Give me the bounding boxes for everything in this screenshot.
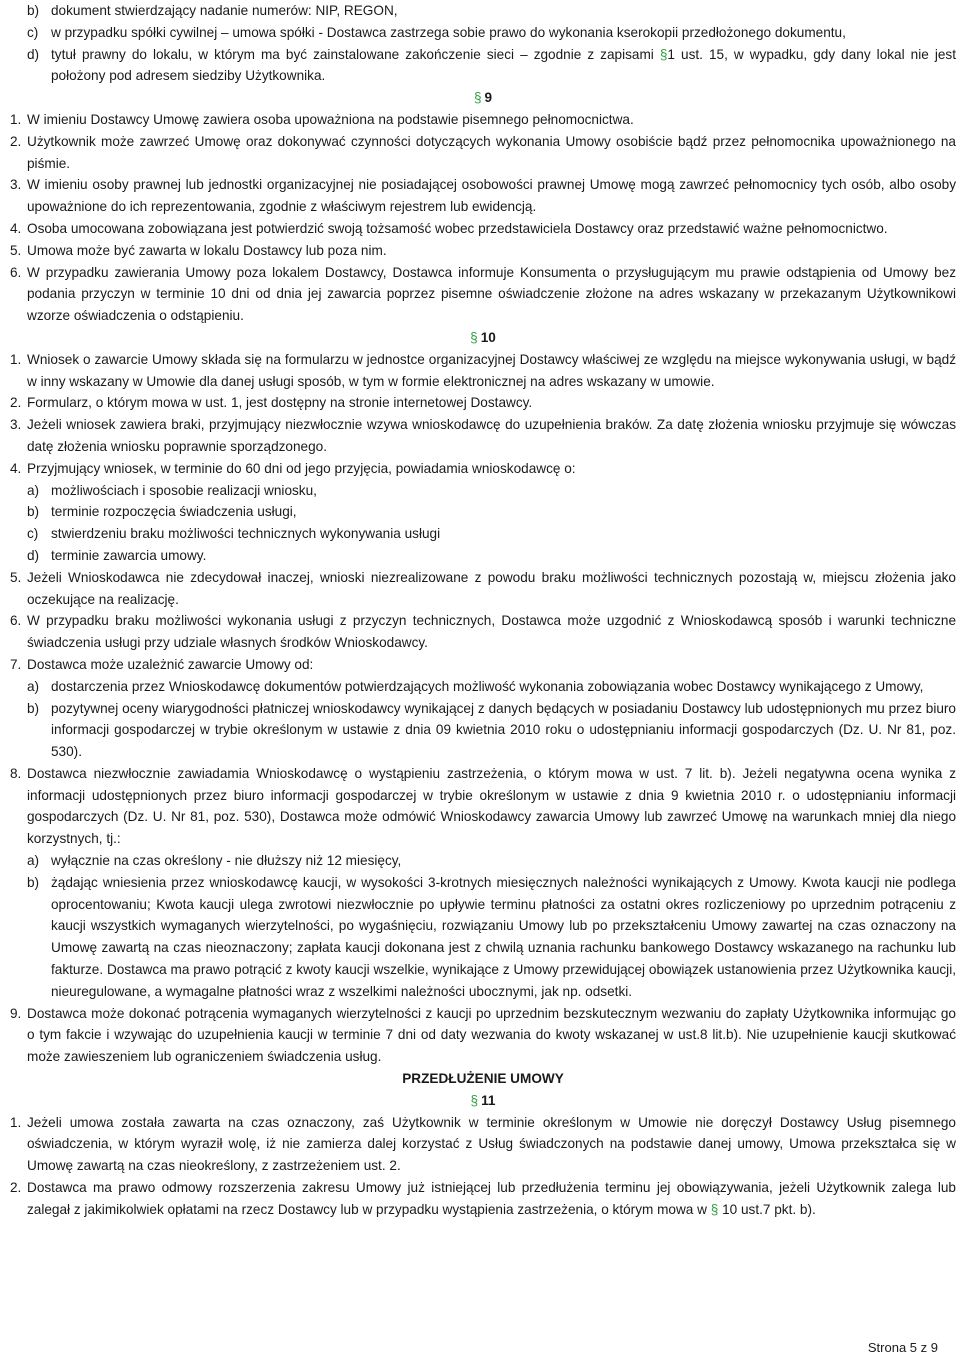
list-item: a) wyłącznie na czas określony - nie dłuższy niż 12 miesięcy, xyxy=(27,853,402,869)
list-item: b) żądając wniesienia przez wnioskodawcę kaucji, w wysokości 3-krotnych miesięcznych należności wynikających z Umowy. Kwota kaucji nie podlega oprocentowaniu; Kwota kaucji ulega zwrotowi niezwłocznie po upływie terminu płatności za ostatni okres rozliczeniowy po uprzednim potrąceniu z kaucji wszystkich wymaganych wierzytelności, po wygaśnięciu, rozwiązaniu Umowy lub po przekształceniu Umowy zawartej na czas oznaczony na Umowę zawartą na czas nieoznaczony; zapłata kaucji dokonana jest z chwilą uznania rachunku bankowego Dostawcy wskazanego na rachunku lub fakturze. Dostawca ma prawo potrącić z kwoty kaucji wszelkie, wynikające z Umowy przewidującej obowiązek ustanowienia przez Użytkownika kaucji, nieuregulowane, a wymagalne płatności wraz z wszelkimi należności ubocznymi, jak np. odsetki. xyxy=(27,874,956,999)
section-sign-icon: § xyxy=(470,1092,479,1108)
numbered-item: 1. Jeżeli umowa została zawarta na czas oznaczony, zaś Użytkownik w terminie określonym w Umowie nie doręczył Dostawcy Usług pisemnego oświadczenia, w którym wyraził wolę, iż nie zamierza dalej korzystać z Usług świadczonych na podstawie danej umowy, Umowa przekształca się w Umowę zawartą na czas nieokreślony, z zastrzeżeniem ust. 2. xyxy=(10,1114,956,1174)
section-heading-10: § 10 xyxy=(470,329,496,345)
list-item: b) pozytywnej oceny wiarygodności płatniczej wnioskodawcy wynikającej z danych będących w posiadaniu Dostawcy lub udostępnionych mu przez biuro informacji gospodarczej w trybie określonym w ustawie z dnia 09 kwietnia 2010 roku o udostępnianiu informacji gospodarczych (Dz. U. Nr 81, poz. 530). xyxy=(27,700,956,760)
numbered-item: 4. Osoba umocowana zobowiązana jest potwierdzić swoją tożsamość wobec przedstawiciela Dostawcy oraz przedstawić ważne pełnomocnictwo. xyxy=(10,220,888,236)
list-item: b) terminie rozpoczęcia świadczenia usługi, xyxy=(27,504,297,520)
list-item: a) dostarczenia przez Wnioskodawcę dokumentów potwierdzających możliwość wykonania zobowiązania wobec Dostawcy wynikającego z Umowy, xyxy=(27,678,924,694)
section-heading-9: § 9 xyxy=(473,90,493,106)
list-item: c) stwierdzeniu braku możliwości technicznych wykonywania usługi xyxy=(27,526,441,542)
section-sign-icon: § xyxy=(470,329,478,345)
numbered-item: 4. Przyjmujący wniosek, w terminie do 60 dni od jego przyjęcia, powiadamia wnioskodawcę o: xyxy=(10,460,576,476)
chapter-title: PRZEDŁUŻENIE UMOWY xyxy=(402,1071,564,1087)
section-heading-11: § 11 xyxy=(470,1092,496,1108)
section-sign-icon: § xyxy=(710,1201,719,1217)
list-item: d) terminie zawarcia umowy. xyxy=(27,547,207,563)
numbered-item: 6. W przypadku braku możliwości wykonania usługi z przyczyn technicznych, Dostawca może uzgodnić z Wnioskodawcą sposób i warunki techniczne świadczenia usługi przy udziale własnych środków Wnioskodawcy. xyxy=(10,613,956,651)
numbered-item: 9. Dostawca może dokonać potrącenia wymaganych wierzytelności z kaucji po uprzednim bezskutecznym wezwaniu do zapłaty Użytkownika informując go o tym fakcie i wzywając do uzupełnienia kaucji w terminie 7 dni od daty wezwania do kwoty wskazanej w ust.8 lit.b). Nie uzupełnienie kaucji skutkować może zawieszeniem lub ograniczeniem świadczenia usług. xyxy=(10,1005,956,1065)
numbered-item: 2. Formularz, o którym mowa w ust. 1, jest dostępny na stronie internetowej Dostawcy. xyxy=(10,395,533,411)
numbered-item: 2. Użytkownik może zawrzeć Umowę oraz dokonywać czynności dotyczących wykonania Umowy osobiście bądź przez pełnomocnika upoważnionego na piśmie. xyxy=(10,133,956,171)
page-number: Strona 5 z 9 xyxy=(867,1340,938,1355)
list-item: b) dokument stwierdzający nadanie numerów: NIP, REGON, xyxy=(27,3,398,18)
list-item: c) w przypadku spółki cywilnej – umowa spółki - Dostawca zastrzega sobie prawo do wykonania kserokopii przedłożonego dokumentu, xyxy=(27,24,846,40)
numbered-item: 6. W przypadku zawierania Umowy poza lokalem Dostawcy, Dostawca informuje Konsumenta o przysługującym mu prawie odstąpienia od Umowy bez podania przyczyn w terminie 10 dni od dnia jej zawarcia poprzez pisemne oświadczenie złożone na adres wskazany w przekazanym Użytkownikowi wzorze oświadczenia o odstąpieniu. xyxy=(10,264,956,324)
numbered-item: 5. Umowa może być zawarta w lokalu Dostawcy lub poza nim. xyxy=(10,242,387,258)
section-sign-icon: § xyxy=(659,46,668,62)
numbered-item: 5. Jeżeli Wnioskodawca nie zdecydował inaczej, wnioski niezrealizowane z powodu braku możliwości technicznych pozostają w, miejscu złożenia jako oczekujące na realizację. xyxy=(10,569,956,607)
list-item: d) tytuł prawny do lokalu, w którym ma być zainstalowane zakończenie sieci – zgodnie z zapisami §1 ust. 15, w wypadku, gdy dany lokal nie jest położony pod adresem siedziby Użytkownika. xyxy=(27,46,956,84)
numbered-item: 2. Dostawca ma prawo odmowy rozszerzenia zakresu Umowy już istniejącej lub przedłużenia terminu jej obowiązywania, jeżeli Użytkownik zalega lub zalegał z jakimikolwiek opłatami na rzecz Dostawcy lub w przypadku wystąpienia zastrzeżenia, o którym mowa w § 10 ust.7 pkt. b). xyxy=(10,1180,956,1217)
numbered-item: 3. W imieniu osoby prawnej lub jednostki organizacyjnej nie posiadającej osobowości prawnej Umowę mogą zawrzeć pełnomocnicy tych osób, albo osoby upoważnione do ich reprezentowania, zgodnie z właściwym rejestrem lub ewidencją. xyxy=(10,177,956,215)
numbered-item: 8. Dostawca niezwłocznie zawiadamia Wnioskodawcę o wystąpieniu zastrzeżenia, o którym mowa w ust. 7 lit. b). Jeżeli negatywna ocena wynika z informacji udostępnionych przez biuro informacji gospodarczej w trybie określonym w ustawie z dnia 9 kwietnia 2010 r. o udostępnianiu informacji gospodarczych (Dz. U. Nr 81, poz. 530), Dostawca może odmówić Wnioskodawcy zawarcia Umowy lub zawrzeć Umowę na warunkach mniej dla niego korzystnych, tj.: xyxy=(10,765,956,847)
numbered-item: 3. Jeżeli wniosek zawiera braki, przyjmujący niezwłocznie wzywa wnioskodawcę do uzupełnienia braków. Za datę złożenia wniosku przyjmuje się wówczas datę złożenia wniosku poprawnie sporządzonego. xyxy=(10,417,956,454)
list-item: a) możliwościach i sposobie realizacji wniosku, xyxy=(27,482,317,498)
numbered-item: 7. Dostawca może uzależnić zawarcie Umowy od: xyxy=(10,656,314,672)
numbered-item: 1. Wniosek o zawarcie Umowy składa się na formularzu w jednostce organizacyjnej Dostawcy właściwej ze względu na miejsce wykonywania usługi, w bądź w inny wskazany w Umowie dla danej usługi sposób, w tym w formie elektronicznej na adres wskazany w umowie. xyxy=(10,351,956,389)
section-sign-icon: § xyxy=(473,90,482,106)
numbered-item: 1. W imieniu Dostawcy Umowę zawiera osoba upoważniona na podstawie pisemnego pełnomocnictwa. xyxy=(10,111,634,127)
document-page xyxy=(10,0,956,1221)
